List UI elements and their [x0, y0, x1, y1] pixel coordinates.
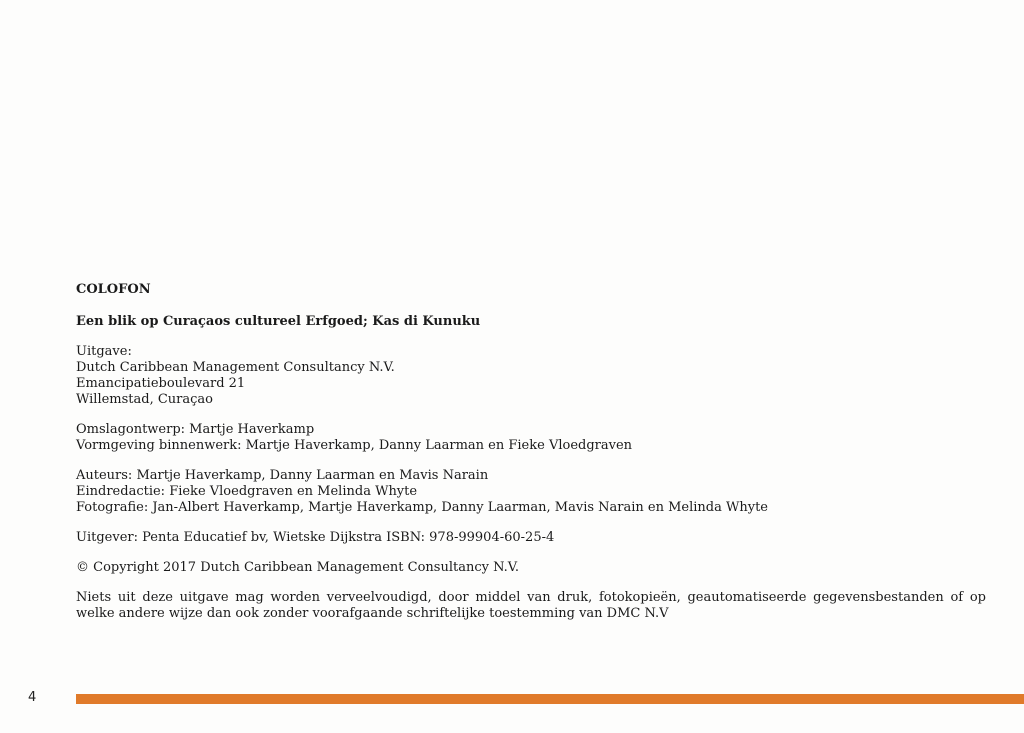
- rights-notice: Niets uit deze uitgave mag worden verveelvoudigd, door middel van druk, fotokopieën, geautomatiseerde gegevensbestanden of op welke andere wijze dan ook zonder voorafgaande schriftelijke toestemming van DMC N.V: [76, 590, 986, 621]
- colofon-section: [76, 282, 986, 622]
- publisher-line: Willemstad, Curaçao: [76, 392, 214, 407]
- publisher-line: Uitgave:: [76, 344, 132, 359]
- copyright-notice: © Copyright 2017 Dutch Caribbean Management Consultancy N.V.: [76, 560, 520, 575]
- publisher-line: Emancipatieboulevard 21: [76, 376, 246, 391]
- authors-line: Fotografie: Jan-Albert Haverkamp, Martje Haverkamp, Danny Laarman, Mavis Narain en Melinda Whyte: [76, 500, 768, 515]
- authors-line: Auteurs: Martje Haverkamp, Danny Laarman en Mavis Narain: [76, 468, 489, 483]
- colofon-heading: COLOFON: [76, 282, 151, 297]
- page-number: 4: [28, 690, 37, 705]
- design-block: [76, 422, 986, 454]
- design-line: Omslagontwerp: Martje Haverkamp: [76, 422, 315, 437]
- publisher-isbn: Uitgever: Penta Educatief bv, Wietske Dijkstra ISBN: 978-99904-60-25-4: [76, 530, 555, 545]
- authors-block: [76, 468, 986, 516]
- book-title: Een blik op Curaçaos cultureel Erfgoed; Kas di Kunuku: [76, 314, 481, 329]
- footer-accent-bar: [76, 694, 1024, 704]
- design-line: Vormgeving binnenwerk: Martje Haverkamp, Danny Laarman en Fieke Vloedgraven: [76, 438, 633, 453]
- publisher-block: [76, 344, 986, 408]
- authors-line: Eindredactie: Fieke Vloedgraven en Melinda Whyte: [76, 484, 418, 499]
- publisher-line: Dutch Caribbean Management Consultancy N.V.: [76, 360, 395, 375]
